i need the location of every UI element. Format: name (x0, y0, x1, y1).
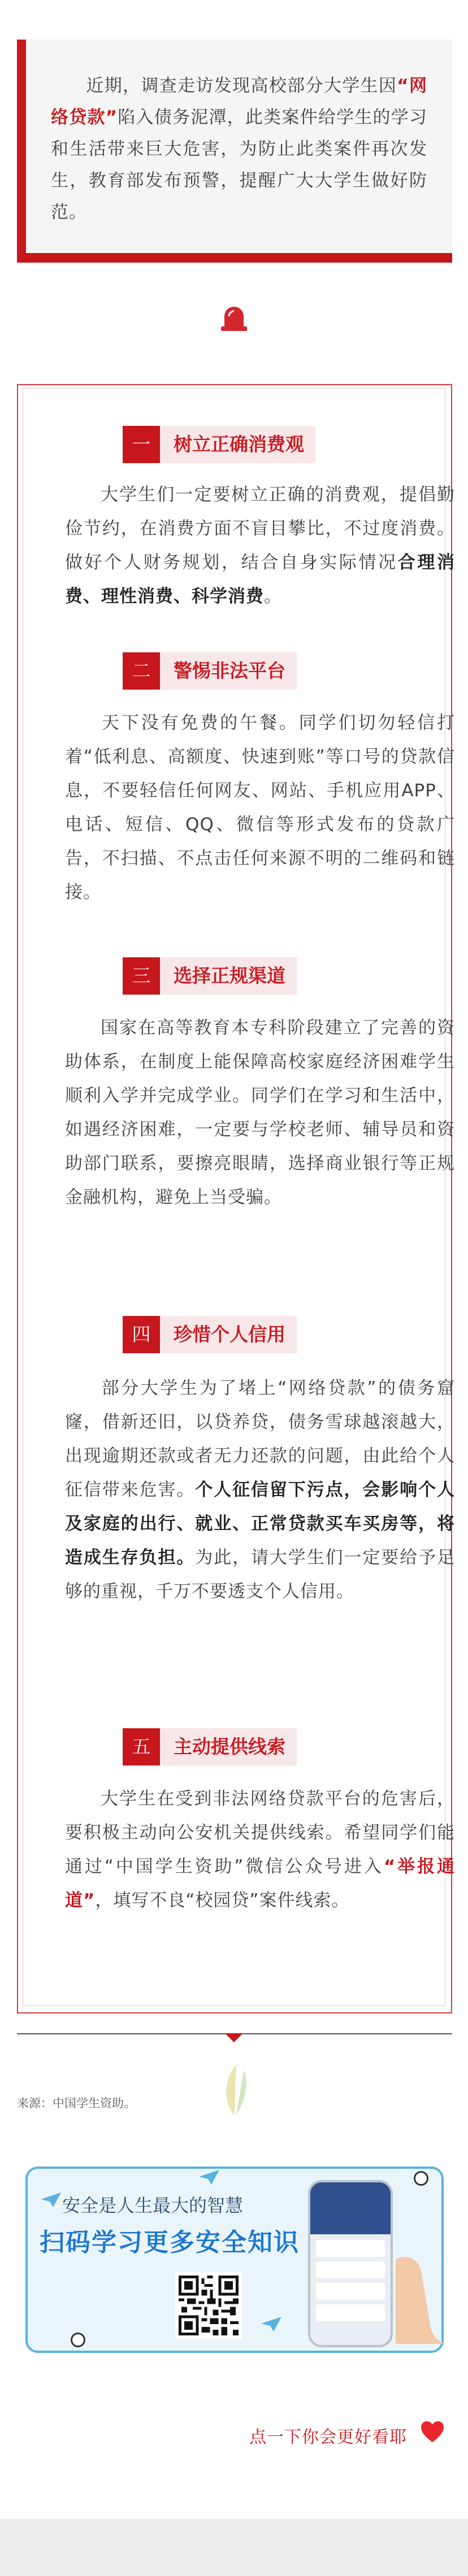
intro-rest: 陷入债务泥潭，此类案件给学生的学习和生活带来巨大危害，为防止此类案件再次发生，教育部发布预警，提醒广大大学生做好防范。 (51, 107, 428, 223)
section-4-text-c: 为此，请大学生们一定要给予足够的重视，千万不要透支个人信用。 (65, 1548, 456, 1602)
divider-triangle (225, 2033, 243, 2042)
section-4-text-bold: 个人征信留下污点，会影响个人及家庭的出行、就业、正常贷款买车买房等，将造成生存负担。 (65, 1480, 456, 1568)
section-4-title: 珍惜个人信用 (166, 1316, 297, 1353)
section-1-title: 树立正确消费观 (166, 426, 315, 463)
section-3-text (65, 1011, 455, 1214)
section-5-text-a: 大学生在受到非法网络贷款平台的危害后，要积极主动向公安机关提供线索。希望同学们能通过“中国学生资助”微信公众号进入 (65, 1789, 455, 1877)
section-3-heading (65, 957, 292, 995)
leaf-icon (211, 2061, 259, 2118)
section-5-text-c: ，填写不良“校园贷”案件线索。 (95, 1890, 350, 1911)
section-2-title: 警惕非法平台 (166, 652, 297, 690)
section-1-heading (65, 426, 304, 463)
section-1-text-a: 大学生们一定要树立正确的消费观，提倡勤俭节约，在消费方面不盲目攀比，不过度消费。做好个人财务规划，结合自身实际情况 (65, 485, 455, 573)
section-4-tip (160, 1316, 166, 1353)
phone-illustration (308, 2180, 393, 2347)
section-3-title: 选择正规渠道 (166, 957, 297, 995)
phone-screen-row (316, 2283, 385, 2300)
intro-card (17, 40, 452, 263)
intro-text (51, 70, 427, 228)
alarm-lamp-icon (219, 304, 249, 333)
section-1-text (65, 478, 455, 613)
banner-line2: 扫码学习更多安全知识 (40, 2228, 300, 2257)
intro-highlight: “网络贷款” (51, 76, 428, 128)
section-5-tip (160, 1728, 166, 1766)
section-2-number: 二 (123, 652, 160, 690)
decor-circle (414, 2171, 428, 2186)
page-footer-area (0, 2519, 468, 2576)
section-2-text (65, 706, 455, 909)
section-3-number: 三 (123, 957, 160, 995)
intro-card-body (26, 40, 452, 253)
section-4-heading (65, 1316, 292, 1353)
source-note: 来源：中国学生资助。 (17, 2096, 136, 2110)
section-4-text (65, 1371, 455, 1609)
qr-code[interactable] (175, 2272, 242, 2339)
hand-illustration (396, 2237, 447, 2344)
section-5-text (65, 1782, 455, 1917)
section-2-tip (160, 652, 166, 690)
phone-screen-header (310, 2182, 391, 2234)
section-4-number: 四 (123, 1316, 160, 1353)
decor-circle (71, 2333, 85, 2347)
section-5-number: 五 (123, 1728, 160, 1766)
section-1-number: 一 (123, 426, 160, 463)
section-1-text-bold: 合理消费、理性消费、科学消费 (65, 552, 456, 607)
paper-plane-icon (198, 2169, 220, 2186)
section-3-tip (160, 957, 166, 995)
section-1-tip (160, 426, 166, 463)
section-1-text-c: 。 (264, 586, 282, 607)
section-3-text-body: 国家在高等教育本专科阶段建立了完善的资助体系，在制度上能保障高校家庭经济困难学生顺利入学并完成学业。同学们在学习和生活中，如遇经济困难，一定要与学校老师、辅导员和资助部门联系，要擦亮眼睛，选择商业银行等正规金融机构，避免上当受骗。 (65, 1018, 455, 1208)
heart-icon[interactable] (421, 2421, 444, 2443)
closing-text: 点一下你会更好看耶 (249, 2427, 407, 2447)
phone-screen-row (316, 2240, 385, 2257)
banner-line1: 安全是人生最大的智慧 (62, 2195, 244, 2216)
section-2-heading (65, 652, 292, 690)
phone-screen-row (316, 2261, 385, 2278)
report-channel-link[interactable]: “举报通道” (65, 1856, 455, 1911)
phone-screen-row (316, 2304, 385, 2321)
section-4-text-a: 部分大学生为了堵上“网络贷款”的债务窟窿，借新还旧，以贷养贷，债务雪球越滚越大，出现逾期还款或者无力还款的问题，由此给个人征信带来危害。 (65, 1378, 455, 1500)
intro-line1: 近期，调查走访发现高校部分大学生因 (86, 76, 397, 96)
section-5-heading (65, 1728, 292, 1766)
paper-plane-icon (260, 2316, 283, 2333)
section-2-text-body: 天下没有免费的午餐。同学们切勿轻信打着“低利息、高额度、快速到账”等口号的贷款信息，不要轻信任何网友、网站、手机应用APP、电话、短信、QQ、微信等形式发布的贷款广告，不扫描、不点击任何来源不明的二维码和链接。 (65, 713, 455, 903)
section-5-title: 主动提供线索 (166, 1728, 297, 1766)
paper-plane-icon (40, 2191, 62, 2208)
